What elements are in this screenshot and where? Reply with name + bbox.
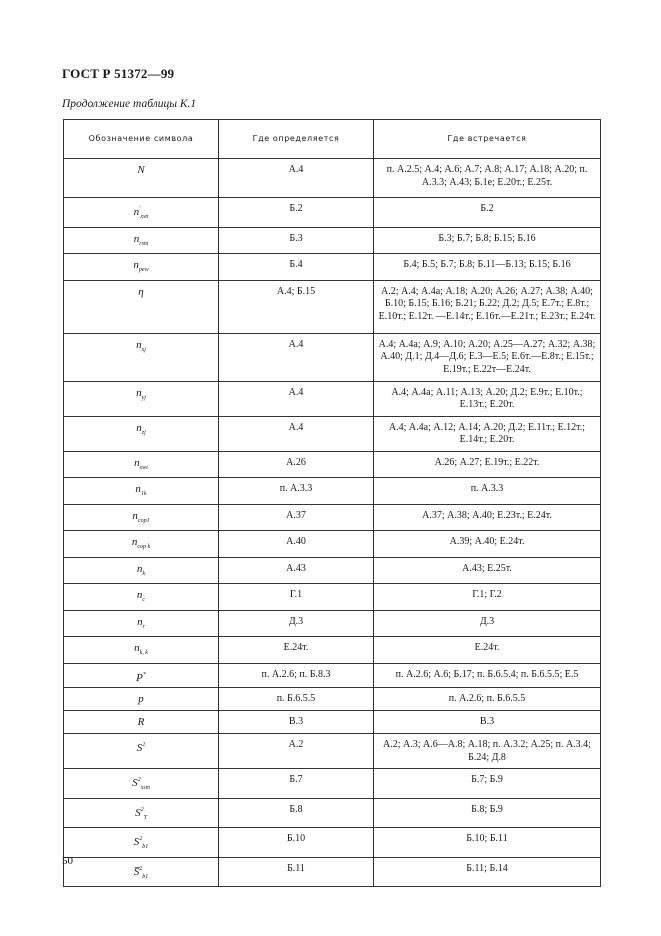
symbol-base: S: [135, 806, 141, 819]
symbol-base: η: [138, 285, 144, 298]
symbol-base: n: [136, 421, 142, 434]
table-row: [64, 557, 601, 584]
symbol-cell: [64, 711, 219, 734]
table-row: [64, 798, 601, 828]
symbol-base: S: [133, 836, 140, 848]
table-row: [64, 198, 601, 228]
symbol-base: n: [133, 259, 139, 271]
used-cell: Г.1; Г.2: [374, 584, 601, 611]
symbol-cell: [64, 734, 219, 769]
symbol-cell: [64, 828, 219, 858]
used-cell: Д.3: [374, 610, 601, 637]
defined-cell: Б.11: [219, 857, 374, 887]
used-cell: А.4; А.4а; А.11; А.13; А.20; Д.2; Е.9т.; Е.10т.; Е.13т.; Е.20т.: [374, 381, 601, 416]
used-cell: А.26; А.27; Е.19т.; Е.22т.: [374, 451, 601, 478]
used-cell: п. А.2.6; п. Б.6.5.5: [374, 688, 601, 711]
defined-cell: А.4: [219, 381, 374, 416]
used-cell: А.37; А.38; А.40; Е.23т.; Е.24т.: [374, 504, 601, 531]
symbol-cell: [64, 416, 219, 451]
symbol-base: N: [137, 164, 145, 176]
symbol-cell: [64, 159, 219, 198]
defined-cell: В.3: [219, 711, 374, 734]
defined-cell: А.2: [219, 734, 374, 769]
symbol-cell: [64, 557, 219, 584]
symbol-subscript: b1: [142, 844, 149, 850]
symbol-subscript: 1k: [140, 491, 147, 497]
defined-cell: А.43: [219, 557, 374, 584]
symbol-cell: [64, 381, 219, 416]
table-row: [64, 504, 601, 531]
symbol-cell: [64, 280, 219, 333]
symbol-subscript: yj: [141, 394, 146, 401]
defined-cell: Б.8: [219, 798, 374, 828]
page-number: 50: [62, 855, 73, 867]
symbol-subscript: xsm: [140, 785, 150, 791]
used-cell: А.43; Е.25т.: [374, 557, 601, 584]
symbol-superscript: 2: [137, 777, 141, 783]
table-row: [64, 254, 601, 281]
symbol-subscript: xj: [141, 346, 146, 353]
symbol-cell: [64, 769, 219, 799]
used-cell: Б.10; Б.11: [374, 828, 601, 858]
symbol-base: p: [138, 693, 144, 705]
used-cell: А.2; А.4; А.4а; А.18; А.20; А.26; А.27; А.38; А.40; Б.10; Б.15; Б.16; Б.21; Б.22; Д.2; Д.5; Е.7т.; Е.8т.; Е.10т.; Е.12т. —Е.14т.; Е.16т.—Е.21т.; Е.23т.; Е.24т.: [374, 280, 601, 333]
symbol-cell: [64, 451, 219, 478]
used-cell: А.4; А.4а; А.9; А.10; А.20; А.25—А.27; А.32; А.38; А.40; Д.1; Д.4—Д.6; Е.3—Е.5; Е.6т.—Е.8т.; Е.15т.; Е.19т.; Е.22т—Е.24т.: [374, 333, 601, 381]
symbol-subscript: c: [142, 597, 146, 603]
used-cell: Б.4; Б.5; Б.7; Б.8; Б.11—Б.13; Б.15; Б.16: [374, 254, 601, 281]
symbol-base: n: [133, 206, 140, 218]
table-row: [64, 711, 601, 734]
defined-cell: Б.2: [219, 198, 374, 228]
symbol-cell: [64, 688, 219, 711]
symbol-base: R: [137, 716, 145, 728]
used-cell: А.2; А.3; А.6—А.8; А.18; п. А.3.2; А.25; п. А.3.4; Б.24; Д.8: [374, 734, 601, 769]
symbol-table: [63, 119, 601, 887]
symbol-subscript: zj: [141, 429, 146, 436]
symbol-subscript: rsm: [139, 240, 149, 247]
symbol-cell: [64, 227, 219, 254]
defined-cell: А.40: [219, 531, 374, 558]
defined-cell: Г.1: [219, 584, 374, 611]
symbol-base: n: [134, 456, 140, 469]
defined-cell: Е.24т.: [219, 637, 374, 664]
symbol-cell: [64, 254, 219, 281]
used-cell: Б.11; Б.14: [374, 857, 601, 887]
symbol-superscript: *: [142, 671, 146, 678]
symbol-base: S̅: [133, 865, 140, 878]
defined-cell: Б.7: [219, 769, 374, 799]
symbol-cell: [64, 478, 219, 505]
table-row: [64, 333, 601, 381]
symbol-cell: [64, 663, 219, 688]
symbol-cell: [64, 504, 219, 531]
defined-cell: А.37: [219, 504, 374, 531]
table-row: [64, 227, 601, 254]
symbol-base: n: [135, 483, 141, 495]
table-row: [64, 857, 601, 887]
used-cell: Б.2: [374, 198, 601, 228]
used-cell: Б.7; Б.9: [374, 769, 601, 799]
table-row: [64, 734, 601, 769]
symbol-subscript: pew: [138, 267, 149, 273]
symbol-base: n: [136, 338, 142, 351]
symbol-subscript: k, k: [139, 650, 148, 656]
defined-cell: п. Б.6.5.5: [219, 688, 374, 711]
symbol-base: n: [136, 562, 143, 575]
symbol-cell: [64, 798, 219, 828]
defined-cell: А.4: [219, 159, 374, 198]
used-cell: В.3: [374, 711, 601, 734]
symbol-base: n: [134, 642, 140, 654]
symbol-subscript: cop k: [137, 544, 151, 550]
table-row: [64, 531, 601, 558]
symbol-superscript: 2: [140, 806, 144, 813]
defined-cell: А.4; Б.15: [219, 280, 374, 333]
defined-cell: п. А.2.6; п. Б.8.3: [219, 663, 374, 688]
symbol-cell: [64, 857, 219, 887]
symbol-cell: [64, 610, 219, 637]
symbol-subscript: xsn: [140, 214, 149, 220]
symbol-subscript: b1: [142, 873, 149, 880]
symbol-base: P: [136, 671, 143, 684]
symbol-base: n: [136, 386, 142, 399]
symbol-superscript: 2: [142, 742, 146, 748]
table-row: [64, 159, 601, 198]
symbol-cell: [64, 333, 219, 381]
symbol-superscript: 2: [139, 836, 143, 842]
symbol-subscript: cop1: [137, 517, 150, 524]
symbol-base: n: [136, 589, 143, 601]
symbol-base: n: [131, 536, 138, 548]
table-row: [64, 828, 601, 858]
table-row: [64, 663, 601, 688]
defined-cell: Б.4: [219, 254, 374, 281]
defined-cell: А.4: [219, 333, 374, 381]
table-row: [64, 769, 601, 799]
symbol-base: n: [137, 615, 143, 628]
symbol-subscript: k: [142, 570, 146, 577]
column-header-defined: Где определяется: [219, 120, 374, 159]
table-row: [64, 478, 601, 505]
table-caption: Продолжение таблицы К.1: [62, 98, 197, 110]
symbol-base: S: [136, 742, 143, 754]
used-cell: А.39; А.40; Е.24т.: [374, 531, 601, 558]
table-row: [64, 451, 601, 478]
table-body: [64, 159, 601, 887]
used-cell: Б.3; Б.7; Б.8; Б.15; Б.16: [374, 227, 601, 254]
used-cell: п. А.2.5; А.4; А.6; А.7; А.8; А.17; А.18; А.20; п. А.3.3; А.43; Б.1е; Е.20т.; Е.25т.: [374, 159, 601, 198]
column-header-used: Где встречается: [374, 120, 601, 159]
symbol-cell: [64, 531, 219, 558]
table-row: [64, 584, 601, 611]
table-row: [64, 416, 601, 451]
table-row: [64, 381, 601, 416]
document-header: ГОСТ Р 51372—99: [62, 66, 175, 81]
defined-cell: А.4: [219, 416, 374, 451]
symbol-subscript: r: [142, 623, 145, 630]
used-cell: Б.8; Б.9: [374, 798, 601, 828]
symbol-cell: [64, 198, 219, 228]
symbol-base: n: [133, 232, 140, 245]
table-row: [64, 610, 601, 637]
table-row: [64, 280, 601, 333]
table-row: [64, 688, 601, 711]
column-header-symbol: Обозначение символа: [64, 120, 219, 159]
used-cell: п. А.3.3: [374, 478, 601, 505]
header-row: [64, 120, 601, 159]
defined-cell: Д.3: [219, 610, 374, 637]
defined-cell: п. А.3.3: [219, 478, 374, 505]
symbol-subscript: xwt: [139, 464, 148, 471]
defined-cell: А.26: [219, 451, 374, 478]
defined-cell: Б.10: [219, 828, 374, 858]
symbol-cell: [64, 637, 219, 664]
symbol-base: n: [132, 509, 138, 522]
used-cell: п. А.2.6; А.6; Б.17; п. Б.6.5.4; п. Б.6.5.5; Е.5: [374, 663, 601, 688]
used-cell: А.4; А.4а; А.12; А.14; А.20; Д.2; Е.11т.; Е.12т.; Е.14т.; Е.20т.: [374, 416, 601, 451]
symbol-subscript: T: [143, 814, 147, 821]
symbol-superscript: ′: [139, 206, 141, 212]
defined-cell: Б.3: [219, 227, 374, 254]
symbol-superscript: 2: [139, 865, 143, 872]
table-row: [64, 637, 601, 664]
symbol-cell: [64, 584, 219, 611]
symbol-base: S: [132, 777, 138, 789]
table-header: [64, 120, 601, 159]
used-cell: Е.24т.: [374, 637, 601, 664]
